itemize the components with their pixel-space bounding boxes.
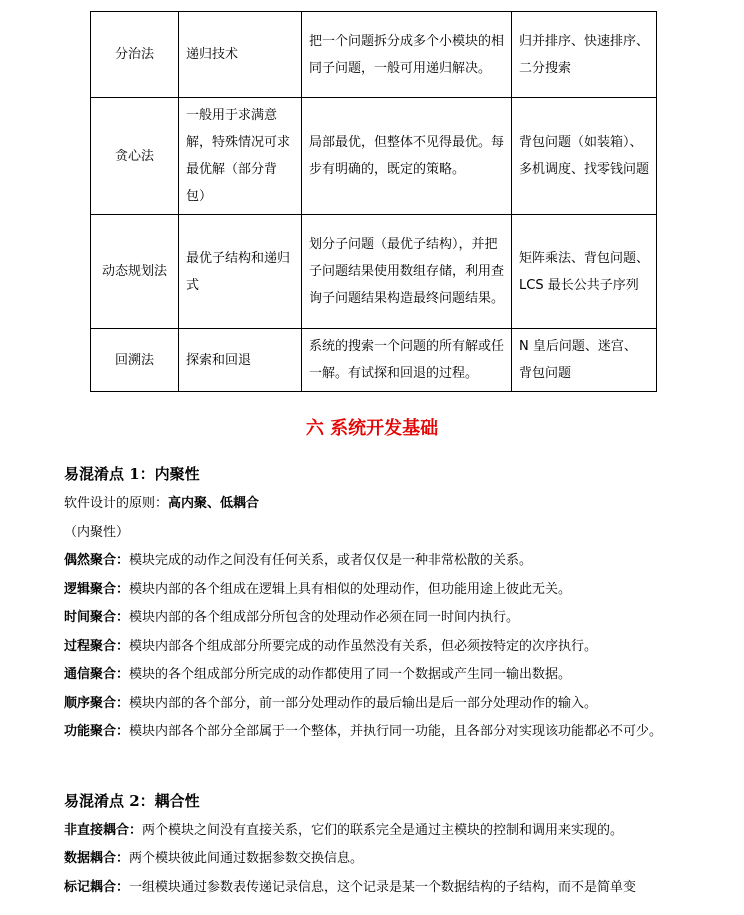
cohesion-item bbox=[64, 603, 684, 632]
cohesion-sub-label: （内聚性） bbox=[64, 525, 130, 540]
cohesion-item bbox=[64, 575, 684, 604]
cohesion-item bbox=[64, 546, 684, 575]
cell-feature: 一般用于求满意解，特殊情况可求最优解（部分背包） bbox=[179, 98, 302, 215]
section-title: 六 系统开发基础 bbox=[305, 418, 439, 439]
cell-examples: 背包问题（如装箱）、多机调度、找零钱问题 bbox=[512, 98, 657, 215]
cell-examples: N 皇后问题、迷宫、背包问题 bbox=[512, 329, 657, 392]
table-row bbox=[91, 98, 657, 215]
definition: 模块内部各个部分全部属于一个整体，并执行同一功能，且各部分对实现该功能都必不可少。 bbox=[129, 724, 663, 739]
cohesion-item bbox=[64, 717, 684, 746]
definition: 模块内部的各个组成部分所包含的处理动作必须在同一时间内执行。 bbox=[129, 610, 520, 625]
cell-desc: 划分子问题（最优子结构），并把子问题结果使用数组存储，利用查询子问题结果构造最终问题结果。 bbox=[302, 215, 512, 329]
cell-feature: 最优子结构和递归式 bbox=[179, 215, 302, 329]
cell-desc: 局部最优，但整体不见得最优。每步有明确的，既定的策略。 bbox=[302, 98, 512, 215]
term: 时间聚合： bbox=[64, 610, 130, 625]
cohesion-item bbox=[64, 660, 684, 689]
definition: 模块内部的各个部分，前一部分处理动作的最后输出是后一部分处理动作的输入。 bbox=[129, 696, 598, 711]
cell-name: 贪心法 bbox=[91, 98, 179, 215]
definition: 一组模块通过参数表传递记录信息，这个记录是某一个数据结构的子结构，而不是简单变 bbox=[129, 880, 637, 895]
coupling-heading: 易混淆点 2：耦合性 bbox=[64, 792, 200, 810]
definition: 模块内部各个组成部分所要完成的动作虽然没有关系，但必须按特定的次序执行。 bbox=[129, 639, 598, 654]
cell-desc: 系统的搜索一个问题的所有解或任一解。有试探和回退的过程。 bbox=[302, 329, 512, 392]
table-row bbox=[91, 12, 657, 98]
cohesion-item bbox=[64, 632, 684, 661]
table-row bbox=[91, 215, 657, 329]
cell-feature: 递归技术 bbox=[179, 12, 302, 98]
definition: 两个模块彼此间通过数据参数交换信息。 bbox=[129, 851, 364, 866]
cell-name: 动态规划法 bbox=[91, 215, 179, 329]
definition: 模块的各个组成部分所完成的动作都使用了同一个数据或产生同一输出数据。 bbox=[129, 667, 572, 682]
algorithm-table bbox=[90, 11, 657, 392]
term: 通信聚合： bbox=[64, 667, 130, 682]
definition: 模块完成的动作之间没有任何关系，或者仅仅是一种非常松散的关系。 bbox=[129, 553, 533, 568]
term: 顺序聚合： bbox=[64, 696, 130, 711]
definition: 两个模块之间没有直接关系，它们的联系完全是通过主模块的控制和调用来实现的。 bbox=[142, 823, 624, 838]
cohesion-heading: 易混淆点 1：内聚性 bbox=[64, 465, 200, 483]
table-row bbox=[91, 329, 657, 392]
cell-desc: 把一个问题拆分成多个小模块的相同子问题，一般可用递归解决。 bbox=[302, 12, 512, 98]
cell-feature: 探索和回退 bbox=[179, 329, 302, 392]
principle-prefix: 软件设计的原则： bbox=[64, 496, 169, 511]
term: 非直接耦合： bbox=[64, 823, 143, 838]
coupling-item bbox=[64, 844, 684, 873]
cell-name: 回溯法 bbox=[91, 329, 179, 392]
term: 数据耦合： bbox=[64, 851, 130, 866]
cell-examples: 矩阵乘法、背包问题、LCS 最长公共子序列 bbox=[512, 215, 657, 329]
cell-examples: 归并排序、快速排序、二分搜索 bbox=[512, 12, 657, 98]
principle-line bbox=[64, 489, 684, 518]
cell-name: 分治法 bbox=[91, 12, 179, 98]
definition: 模块内部的各个组成在逻辑上具有相似的处理动作，但功能用途上彼此无关。 bbox=[129, 582, 572, 597]
term: 功能聚合： bbox=[64, 724, 130, 739]
cohesion-item bbox=[64, 689, 684, 718]
principle-value: 高内聚、低耦合 bbox=[168, 496, 260, 511]
coupling-item bbox=[64, 873, 684, 902]
term: 过程聚合： bbox=[64, 639, 130, 654]
term: 标记耦合： bbox=[64, 880, 130, 895]
term: 偶然聚合： bbox=[64, 553, 130, 568]
coupling-item bbox=[64, 816, 684, 845]
term: 逻辑聚合： bbox=[64, 582, 130, 597]
